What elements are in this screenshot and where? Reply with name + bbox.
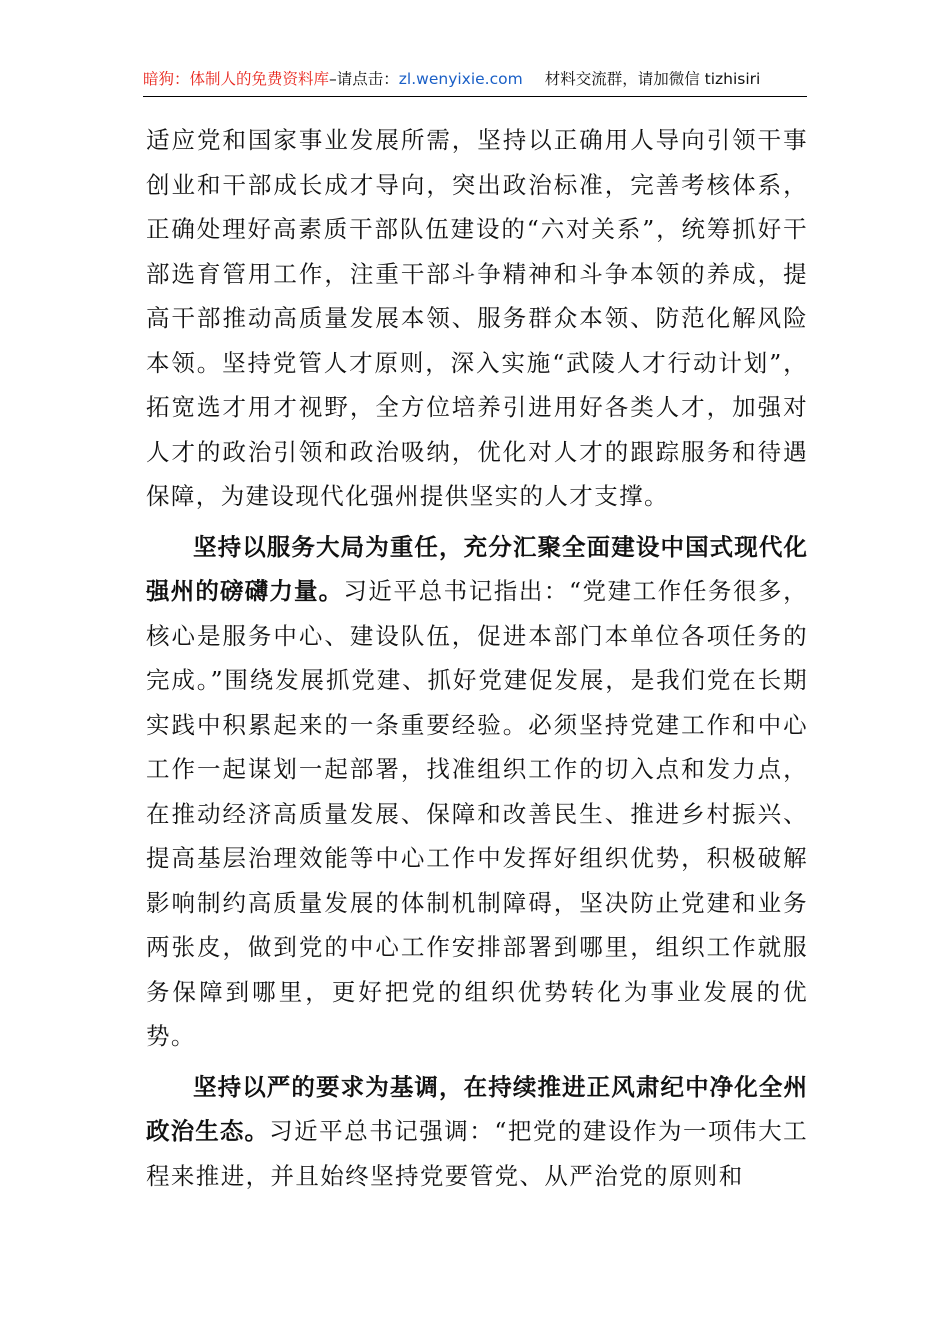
paragraph-service [146, 525, 808, 1059]
paragraph-text: 习近平总书记强调：“把党的建设作为一项伟大工程来推进，并且始终坚持党要管党、从严治党的原则和 [146, 1117, 809, 1190]
paragraph-lead: 坚持以严的要求为基调，在持续推进正风肃纪中净化全州政治生态。 [146, 1072, 808, 1145]
paragraph-discipline [146, 1065, 808, 1199]
paragraph-lead: 坚持以服务大局为重任，充分汇聚全面建设中国式现代化强州的磅礴力量。 [146, 532, 808, 605]
page-header [143, 62, 807, 97]
header-contact: 材料交流群，请加微信 tizhisiri [544, 70, 761, 88]
document-body [146, 118, 808, 1204]
header-click-prefix: –请点击： [329, 70, 399, 88]
paragraph-text: 适应党和国家事业发展所需，坚持以正确用人导向引领干事创业和干部成长成才导向，突出政治标准，完善考核体系，正确处理好高素质干部队伍建设的“六对关系”，统筹抓好干部选育管用工作，注重干部斗争精神和斗争本领的养成，提高干部推动高质量发展本领、服务群众本领、防范化解风险本领。坚持党管人才原则，深入实施“武陵人才行动计划”，拓宽选才用才视野，全方位培养引进用好各类人才，加强对人才的政治引领和政治吸纳，优化对人才的跟踪服务和待遇保障，为建设现代化强州提供坚实的人才支撑。 [146, 126, 808, 510]
header-url-link[interactable]: zl.wenyixie.com [398, 70, 523, 88]
paragraph-continuation [146, 118, 808, 519]
header-brand: 暗狗：体制人的免费资料库 [143, 70, 330, 88]
paragraph-text: 习近平总书记指出：“党建工作任务很多，核心是服务中心、建设队伍，促进本部门本单位各项任务的完成。”围绕发展抓党建、抓好党建促发展，是我们党在长期实践中积累起来的一条重要经验。必须坚持党建工作和中心工作一起谋划一起部署，找准组织工作的切入点和发力点，在推动经济高质量发展、保障和改善民生、推进乡村振兴、提高基层治理效能等中心工作中发挥好组织优势，积极破解影响制约高质量发展的体制机制障碍，坚决防止党建和业务两张皮，做到党的中心工作安排部署到哪里，组织工作就服务保障到哪里，更好把党的组织优势转化为事业发展的优势。 [146, 577, 809, 1050]
